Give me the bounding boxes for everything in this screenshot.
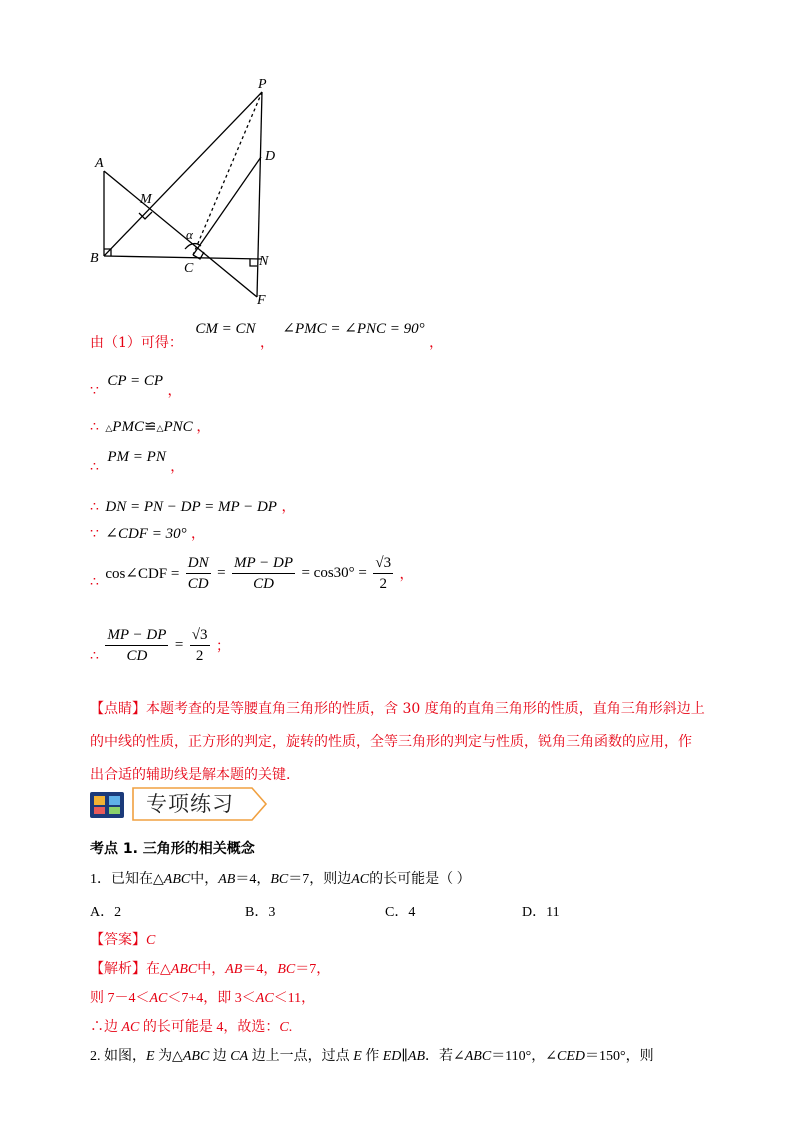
q1-analysis-line-3 bbox=[90, 1016, 292, 1036]
q2-text: ＝110°，∠ bbox=[491, 1049, 557, 1064]
q2-text: 边 bbox=[209, 1049, 231, 1064]
q1-stem-text: ＝7，则边 bbox=[288, 872, 352, 887]
fraction-numerator: MP − DP bbox=[232, 553, 295, 574]
q2-text: 2. 如图， bbox=[90, 1049, 146, 1064]
fraction-denominator: 2 bbox=[379, 576, 387, 592]
q2-angle-abc: ABC bbox=[464, 1049, 492, 1064]
fraction-mp-dp-cd bbox=[232, 553, 295, 594]
segment-cd bbox=[193, 157, 261, 255]
q1-side-ac: AC bbox=[351, 872, 370, 887]
analysis-text: . bbox=[288, 1020, 293, 1035]
proof-end: ， bbox=[429, 335, 444, 351]
fraction-numerator: √3 bbox=[190, 625, 210, 646]
fraction-denominator: CD bbox=[187, 576, 209, 592]
label-a: A bbox=[95, 156, 104, 171]
comment-paragraph bbox=[90, 693, 710, 792]
proof-end: ， bbox=[191, 526, 206, 542]
analysis-text: 在△ bbox=[146, 962, 171, 977]
proof-cos-lhs: cos∠CDF = bbox=[105, 566, 180, 582]
q1-side-bc: BC bbox=[270, 872, 289, 887]
geometry-diagram bbox=[85, 70, 285, 310]
q2-side-ca: CA bbox=[230, 1049, 249, 1064]
label-p: P bbox=[258, 77, 267, 92]
q2-text: 为△ bbox=[154, 1049, 183, 1064]
q1-analysis-line-1 bbox=[90, 958, 330, 978]
since-symbol: ∵ bbox=[90, 383, 99, 399]
proof-line-pm bbox=[90, 446, 185, 475]
analysis-side-ab: AB bbox=[225, 962, 243, 977]
q1-stem-text: 中， bbox=[190, 872, 219, 887]
since-symbol: ∵ bbox=[90, 526, 99, 542]
q1-analysis-line-2 bbox=[90, 987, 315, 1007]
proof-sep: ， bbox=[259, 335, 274, 351]
label-m: M bbox=[140, 192, 152, 207]
proof-line-cos bbox=[90, 553, 414, 594]
triangle-pmc: PMC bbox=[112, 419, 144, 435]
segment-cp-dashed bbox=[193, 92, 262, 255]
q1-answer bbox=[90, 929, 155, 949]
proof-by1-prefix: 由（1）可得： bbox=[90, 335, 183, 351]
q1-option-c[interactable]: C．4 bbox=[385, 905, 416, 920]
section-title: 考点 1. 三角形的相关概念 bbox=[90, 841, 255, 857]
analysis-text: ＜11， bbox=[273, 991, 316, 1006]
q2-text: 作 bbox=[361, 1049, 383, 1064]
proof-eq-angles: ∠PMC = ∠PNC = 90° bbox=[282, 321, 425, 337]
q1-stem-text: 的长可能是（ ） bbox=[369, 872, 471, 887]
fraction-final-lhs bbox=[105, 625, 168, 666]
fraction-denominator: 2 bbox=[195, 648, 204, 664]
therefore-symbol: ∴ bbox=[90, 647, 99, 664]
analysis-triangle: ABC bbox=[170, 962, 198, 977]
label-alpha: α bbox=[186, 227, 193, 242]
label-c: C bbox=[184, 261, 194, 276]
proof-eq-pm: PM = PN bbox=[107, 449, 166, 465]
proof-eq-cm-cn: CM = CN bbox=[195, 321, 256, 337]
proof-end: ， bbox=[167, 383, 182, 399]
q1-option-a[interactable]: A．2 bbox=[90, 905, 122, 920]
proof-line-dn bbox=[90, 496, 295, 516]
parallel-symbol: ∥ bbox=[401, 1049, 408, 1064]
proof-line-final bbox=[90, 625, 230, 666]
proof-end: ， bbox=[399, 566, 414, 583]
analysis-text: ＜7+4，即 3＜ bbox=[167, 991, 256, 1006]
analysis-label: 【解析】 bbox=[90, 962, 146, 977]
proof-eq-angle: ∠CDF = 30° bbox=[105, 526, 187, 542]
question-1-stem bbox=[90, 868, 471, 888]
label-d: D bbox=[265, 149, 276, 164]
answer-value: C bbox=[146, 933, 156, 948]
q1-option-d[interactable]: D．11 bbox=[522, 905, 560, 920]
q2-triangle: ABC bbox=[182, 1049, 210, 1064]
q2-text: 边上一点，过点 bbox=[248, 1049, 354, 1064]
q2-segment-ed: ED bbox=[382, 1049, 402, 1064]
analysis-side-ac: AC bbox=[255, 991, 274, 1006]
segment-bn bbox=[104, 256, 262, 259]
banner-title: 专项练习 bbox=[146, 792, 234, 816]
proof-end: ； bbox=[215, 638, 230, 655]
therefore-symbol: ∴ bbox=[90, 459, 99, 475]
proof-cos-30: = cos30° = bbox=[301, 565, 367, 581]
label-b: B bbox=[90, 251, 99, 266]
question-2-stem bbox=[90, 1045, 654, 1065]
section-banner bbox=[90, 786, 270, 822]
analysis-side-bc: BC bbox=[277, 962, 296, 977]
comment-line-1: 【点睛】本题考查的是等腰直角三角形的性质，含 30 度角的直角三角形的性质，直角三角形斜边上 bbox=[90, 701, 705, 717]
q2-text: ＝150°，则 bbox=[585, 1049, 654, 1064]
answer-label: 【答案】 bbox=[90, 933, 146, 948]
analysis-side-ac: AC bbox=[149, 991, 168, 1006]
proof-end: ， bbox=[281, 499, 296, 515]
q2-angle-ced: CED bbox=[557, 1049, 585, 1064]
label-n: N bbox=[259, 254, 269, 269]
analysis-choice: C bbox=[279, 1020, 289, 1035]
proof-end: ， bbox=[196, 419, 211, 435]
segment-bp bbox=[104, 92, 262, 256]
q1-stem-text: 1．已知在△ bbox=[90, 872, 164, 887]
q1-side-ab: AB bbox=[218, 872, 236, 887]
analysis-text: 则 7－4＜ bbox=[90, 991, 150, 1006]
equals-sign: = bbox=[217, 565, 226, 581]
analysis-text: ∴边 bbox=[90, 1020, 122, 1035]
comment-line-2: 的中线的性质，正方形的判定，旋转的性质，全等三角形的判定与性质，锐角三角函数的应用，作 bbox=[90, 734, 692, 750]
therefore-symbol: ∴ bbox=[90, 499, 99, 515]
q1-triangle: ABC bbox=[163, 872, 191, 887]
congruent-symbol: ≌ bbox=[143, 419, 157, 435]
comment-line-3: 出合适的辅助线是解本题的关键. bbox=[90, 767, 291, 783]
q2-point-e: E bbox=[146, 1049, 155, 1064]
label-f: F bbox=[257, 293, 266, 308]
fraction-denominator: CD bbox=[253, 576, 274, 592]
banner-icon bbox=[90, 792, 124, 818]
fraction-dn-cd bbox=[186, 553, 211, 594]
therefore-symbol: ∴ bbox=[90, 419, 99, 435]
fraction-numerator: MP − DP bbox=[105, 625, 168, 646]
proof-eq-dn: DN = PN − DP = MP − DP bbox=[105, 499, 277, 515]
fraction-numerator: √3 bbox=[373, 553, 393, 574]
therefore-symbol: ∴ bbox=[90, 573, 99, 590]
proof-eq-cp: CP = CP bbox=[107, 373, 164, 389]
proof-end: ， bbox=[170, 459, 185, 475]
q1-option-b[interactable]: B．3 bbox=[245, 905, 276, 920]
q2-point-e: E bbox=[353, 1049, 362, 1064]
analysis-text: 中， bbox=[197, 962, 226, 977]
fraction-numerator: DN bbox=[186, 553, 211, 574]
analysis-text: 的长可能是 4，故选： bbox=[139, 1020, 280, 1035]
fraction-final-rhs bbox=[190, 625, 210, 666]
fraction-sqrt3-2 bbox=[373, 553, 393, 594]
proof-line-angle bbox=[90, 523, 205, 543]
proof-line-congruent bbox=[90, 416, 210, 436]
fraction-denominator: CD bbox=[126, 648, 148, 664]
equals-sign: = bbox=[174, 637, 184, 653]
segment-af bbox=[104, 171, 257, 297]
analysis-text: ＝4， bbox=[242, 962, 278, 977]
q2-text: ．若∠ bbox=[425, 1049, 465, 1064]
analysis-side-ac: AC bbox=[121, 1020, 140, 1035]
q2-side-ab: AB bbox=[407, 1049, 425, 1064]
right-angle-n bbox=[250, 259, 257, 266]
triangle-pnc: PNC bbox=[163, 419, 193, 435]
proof-congruence: △PMC≌△PNC bbox=[105, 419, 193, 435]
proof-line-cp bbox=[90, 370, 182, 399]
q1-stem-text: ＝4， bbox=[235, 872, 271, 887]
analysis-text: ＝7， bbox=[295, 962, 331, 977]
proof-line-by1 bbox=[90, 321, 444, 351]
